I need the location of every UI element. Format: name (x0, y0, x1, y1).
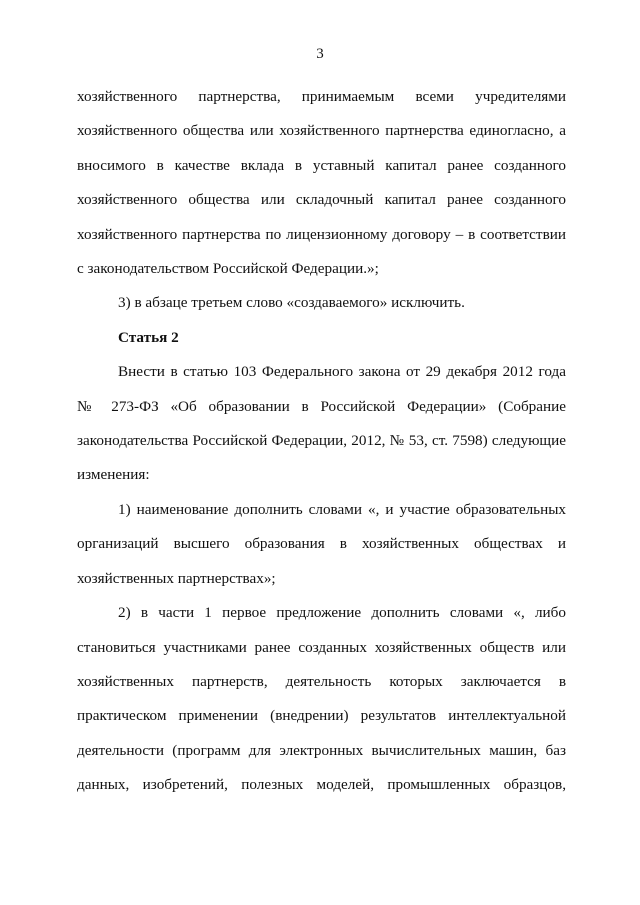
article-heading: Статья 2 (118, 328, 179, 346)
paragraph-item-3: 3) в абзаце третьем слово «создаваемого» исключить. (118, 294, 465, 312)
paragraph-item-2: 2) в части 1 первое предложение дополнить словами «, либо становиться участниками ранее созданных хозяйственных обществ или хозяйственных партнерств, деятельность которых заключается в практическом применении (внедрении) результатов интеллектуальной деятельности (программ для электронных вычислительных машин, баз данных, изобретений, полезных моделей, промышленных образцов, (77, 604, 566, 794)
document-body (77, 80, 566, 803)
page-number: 3 (316, 46, 324, 62)
paragraph-article-intro: Внести в статью 103 Федерального закона от 29 декабря 2012 года № 273-ФЗ «Об образовании в Российской Федерации» (Собрание законодательства Российской Федерации, 2012, № 53, ст. 7598) следующие изменения: (77, 363, 566, 484)
paragraph-item-1: 1) наименование дополнить словами «, и участие образовательных организаций высшего образования в хозяйственных обществах и хозяйственных партнерствах»; (77, 500, 566, 587)
paragraph-continuation: хозяйственного партнерства, принимаемым всеми учредителями хозяйственного общества или хозяйственного партнерства единогласно, а вносимого в качестве вклада в уставный капитал ранее созданного хозяйственного общества или складочный капитал ранее созданного хозяйственного партнерства по лицензионному договору – в соответствии с законодательством Российской Федерации.»; (77, 88, 566, 278)
